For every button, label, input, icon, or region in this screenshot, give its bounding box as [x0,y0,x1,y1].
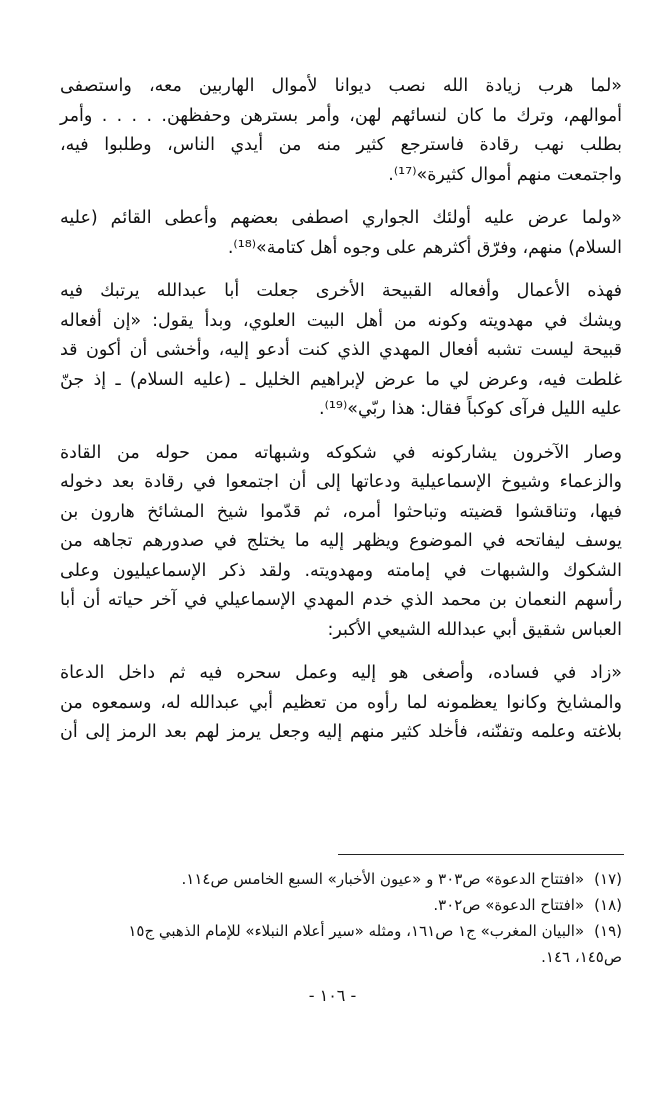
text-line: والزعماء وشيوخ الإسماعيلية ودعاتها إلى أن اجتمعوا في رقادة بعد دخوله [60,472,622,492]
footnote-text: «افتتاح الدعوة» ص٣٠٢. [433,896,585,914]
footnote-19 [60,918,622,944]
text-line: والمشايخ وكانوا يعظمونه لما رأوه من تعظيم أبي عبدالله له، وسمعوه من [60,692,622,713]
footnote-divider [338,854,624,855]
footnotes [60,866,622,970]
footnote-17 [60,866,622,892]
text-line: غلطت فيه، وعرض لي ما عرض لإبراهيم الخليل ـ (عليه السلام) ـ إذ جنّ [60,369,622,390]
page-number: - ١٠٦ - [308,986,357,1005]
text-line: قبيحة ليست تشبه أفعال المهدي الذي كنت أدعو إليه، وأخشى أن أكون قد [60,340,622,360]
text-line: بطلب نهب رقادة فاسترجع كثير منه من أيدي الناس، وطلبوا فيه، [60,135,622,155]
footnote-text: «البيان المغرب» ج١ ص١٦١، ومثله «سير أعلام النبلاء» للإمام الذهبي ج١٥ [128,922,585,940]
paragraph-3 [60,277,622,425]
text-line: «زاد في فساده، وأصغى هو إليه وعمل سحره فيه ثم داخل الدعاة [60,663,622,683]
page-body [60,72,622,762]
footnote-19-continuation: ص١٤٥، ١٤٦. [541,948,622,966]
text-line: وصار الآخرون يشاركونه في شكوكه وشبهاته ممن حوله من القادة [60,442,622,463]
footnote-number: (١٨) [594,896,622,914]
text-line: بلاغته وعلمه وتفنّنه، فأخلد كثير منهم إليه وجعل يرمز لهم بعد الرمز إلى أن [60,722,622,742]
text-line: فيها، وتناقشوا قضيته وتباحثوا أمره، ثم قدّموا شيخ المشائخ هارون بن [60,501,622,522]
footnote-18 [60,892,622,918]
text-line: أموالهم، وترك ما كان لنسائهم لهن، وأمر بسترهن وحفظهن. . . . . وأمر [60,105,622,126]
text-line: العباس شقيق أبي عبدالله الشيعي الأكبر: [327,619,622,640]
footnote-text: «افتتاح الدعوة» ص٣٠٣ و «عيون الأخبار» السبع الخامس ص١١٤. [181,870,585,888]
paragraph-4 [60,439,622,646]
footnote-number: (١٧) [594,870,622,888]
paragraph-5 [60,659,622,748]
paragraph-2 [60,204,622,263]
text-line: الشكوك والشبهات في إمامته ومهدويته. ولقد ذكر الإسماعيليون وعلى [60,560,622,581]
text-line: السلام) منهم، وفرّق أكثرهم على وجوه أهل كتامة»⁽¹⁸⁾. [227,237,622,258]
text-line: يوسف ليفاتحه في الموضوع ويظهر إليه ما يختلج في صدورهم تجاهه من [60,531,622,551]
text-line: «لما هرب زيادة الله نصب ديوانا لأموال الهاربين معه، واستصفى [60,76,622,96]
text-line: ويشك في مهدويته وكونه من أهل البيت العلوي، وبدأ يقول: «إن أفعاله [60,310,622,331]
text-line: عليه الليل فرآى كوكباً فقال: هذا ربّي»⁽¹⁹⁾. [319,399,622,419]
paragraph-1 [60,72,622,190]
footnote-number: (١٩) [594,922,622,940]
text-line: رأسهم النعمان بن محمد الذي خدم المهدي الإسماعيلي في آخر حياته أن أبا [60,590,622,610]
text-line: «ولما عرض عليه أولئك الجواري اصطفى بعضهم وأعطى القائم (عليه [60,208,622,228]
text-line: فهذه الأعمال وأفعاله القبيحة الأخرى جعلت أبا عبدالله يرتبك فيه [60,281,622,301]
text-line: واجتمعت منهم أموال كثيرة»⁽¹⁷⁾. [388,164,622,185]
